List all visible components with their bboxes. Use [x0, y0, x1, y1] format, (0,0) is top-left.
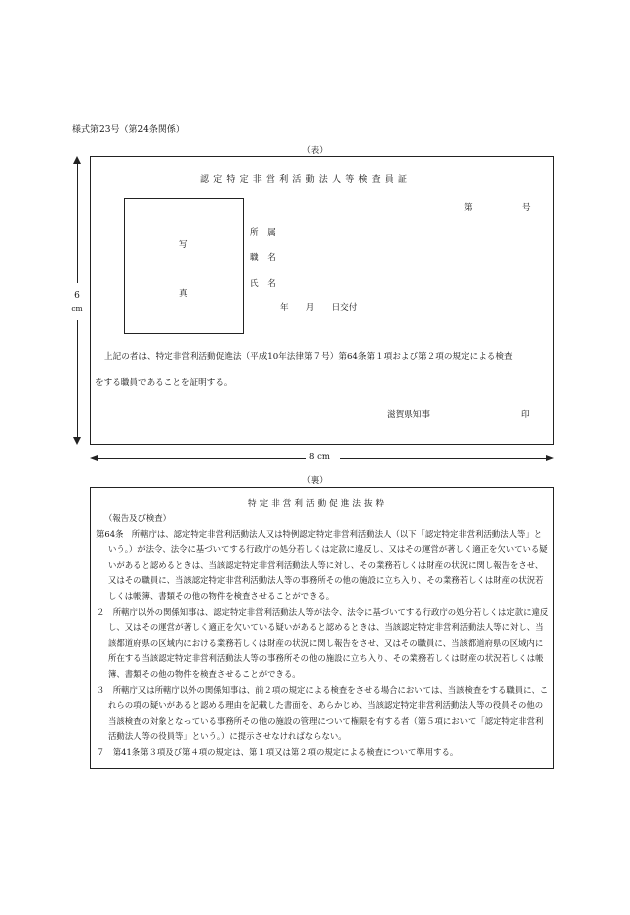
- height-unit: cm: [71, 304, 83, 313]
- article-64-paragraph-7: ７ 第41条第３項及び第４項の規定は、第１項又は第２項の規定による検査について準用する。: [96, 746, 459, 757]
- photo-area: [124, 198, 244, 334]
- certification-line-2: をする職員であることを証明する。: [95, 378, 233, 388]
- arrow-down-icon: [73, 437, 81, 445]
- height-value: 6: [74, 291, 80, 301]
- number-prefix: 第: [464, 203, 473, 213]
- photo-label-top: 写: [179, 240, 188, 250]
- article-64-paragraph-3: ３ 所轄庁又は所轄庁以外の関係知事は、前２項の規定による検査をさせる場合においては、当該検査をする職員に、これらの項の疑いがあると認める理由を記載した書面を、あらかじめ、当該認定特定非営利活動法人等の役員その他の当該検査の対象となっている事務所その他の施設の管理について権限を有する者（第５項において「認定特定非営利活動法人等の役員等」という。）に提示させなければならない。: [96, 684, 549, 742]
- issuer: 滋賀県知事: [387, 410, 430, 420]
- position-label: 職 名: [250, 253, 276, 263]
- seal-mark: 印: [521, 410, 530, 420]
- law-excerpt: [96, 511, 550, 761]
- number-suffix: 号: [522, 203, 531, 213]
- dimension-line-right: [340, 458, 546, 459]
- arrow-right-icon: [546, 455, 554, 461]
- dimension-line-left: [98, 458, 306, 459]
- issue-date: 年 月 日交付: [280, 303, 358, 313]
- article-64-paragraph-2: ２ 所轄庁以外の関係知事は、認定特定非営利活動法人等が法令、法令に基づいてする行政庁の処分若しくは定款に違反し、又はその運営が著しく適正を欠いている疑いがあると認めるときは、当該認定特定非営利活動法人等に対し、当該都道府県の区域内における業務若しくは財産の状況に関し報告をさせ、又はその職員に、当該都道府県の区域内に所在する当該認定特定非営利活動法人等の事務所その他の施設に立ち入り、その業務若しくは財産の状況若しくは帳簿、書類その他の物件を検査させることができる。: [96, 606, 549, 679]
- form-number-title: 様式第23号（第24条関係）: [72, 125, 185, 135]
- dimension-line-top: [77, 163, 78, 283]
- article-64-paragraph-1: 第64条 所轄庁は、認定特定非営利活動法人又は特例認定特定非営利活動法人（以下「認定特定非営利活動法人等」という。）が法令、法令に基づいてする行政庁の処分若しくは定款に違反し、又はその運営が著しく適正を欠いている疑いがあると認めるときは、当該認定特定非営利活動法人等に対し、その業務若しくは財産の状況に関し報告をさせ、又はその職員に、当該認定特定非営利活動法人等の事務所その他の施設に立ち入り、その業務若しくは財産の状況若しくは帳簿、書類その他の物件を検査させることができる。: [96, 528, 548, 601]
- back-title: 特定非営利活動促進法抜粋: [248, 499, 388, 509]
- width-value: 8 cm: [309, 452, 330, 462]
- name-label: 氏 名: [250, 279, 276, 289]
- affiliation-label: 所 属: [250, 228, 276, 238]
- back-side-label: （裏）: [302, 476, 328, 486]
- arrow-left-icon: [90, 455, 98, 461]
- certification-line-1: 上記の者は、特定非営利活動促進法（平成10年法律第７号）第64条第１項および第２項の規定による検査: [104, 352, 513, 362]
- photo-label-bottom: 真: [179, 289, 188, 299]
- front-side-label: （表）: [302, 146, 328, 156]
- card-title: 認定特定非営利活動法人等検査員証: [200, 175, 412, 185]
- excerpt-heading: （報告及び検査）: [104, 513, 171, 523]
- dimension-line-bottom: [77, 320, 78, 438]
